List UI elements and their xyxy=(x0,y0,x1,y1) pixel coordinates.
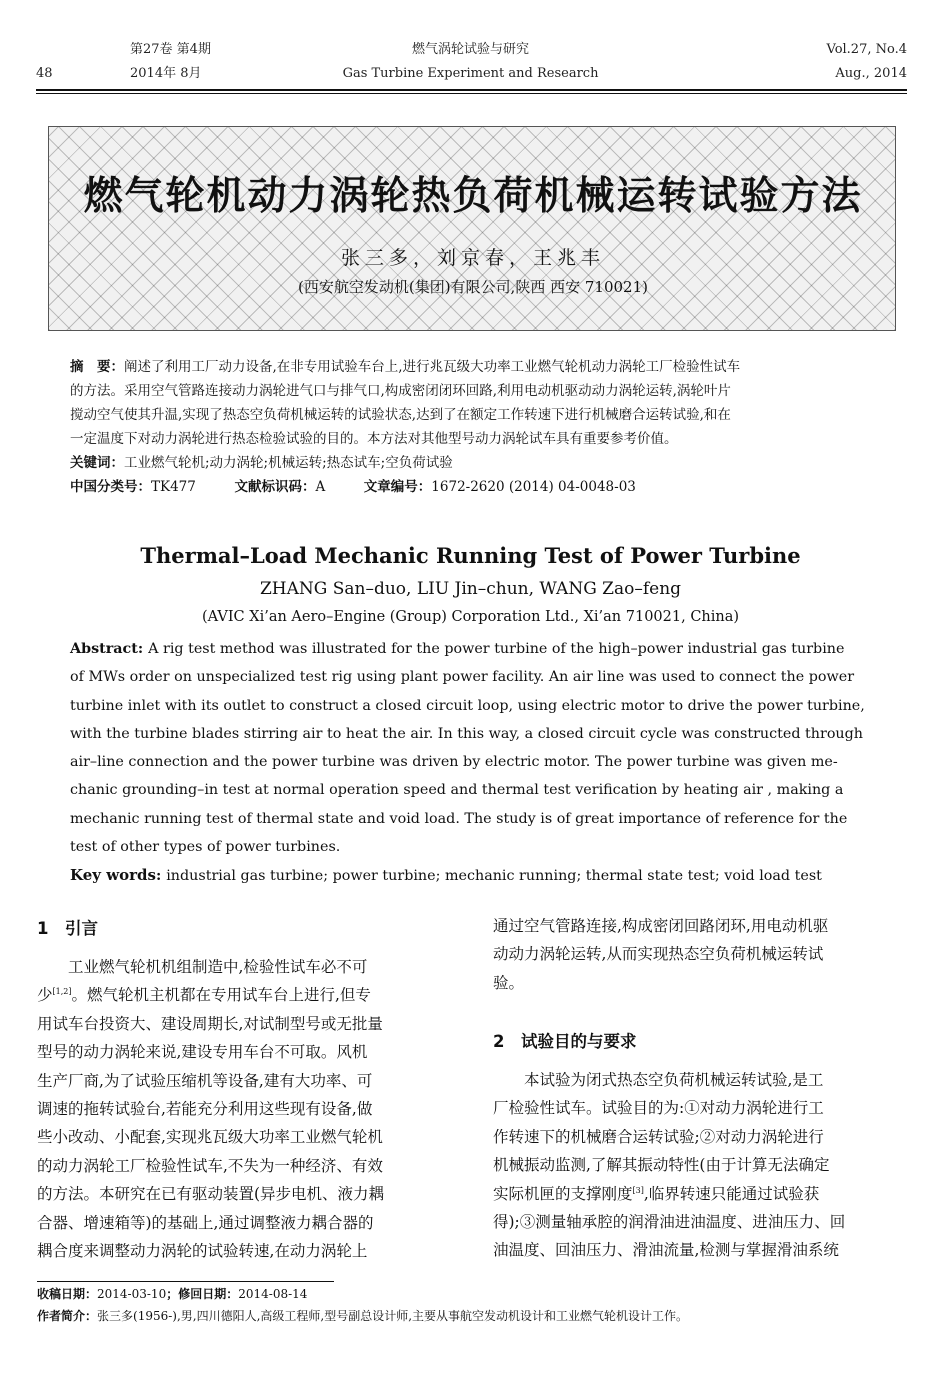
classification-line xyxy=(70,475,876,499)
body-line: 验。 xyxy=(493,973,525,992)
abstract-en-line: Abstract: A rig test method was illustrated for the power turbine of the high–power industrial gas turbine xyxy=(70,641,845,657)
paper-title-cn: 燃气轮机动力涡轮热负荷机械运转试验方法 xyxy=(83,174,863,219)
body-line: 实际机匣的支撑刚度[3],临界转速只能通过试验获 xyxy=(493,1184,820,1203)
body-line: 些小改动、小配套,实现兆瓦级大功率工业燃气轮机 xyxy=(37,1128,383,1147)
abstract-cn-line: 一定温度下对动力涡轮进行热态检验试验的目的。本方法对其他型号动力涡轮试车具有重要参考价值。 xyxy=(70,431,678,447)
abstract-en-line: of MWs order on unspecialized test rig using plant power facility. An air line was used to connect the power xyxy=(70,669,855,686)
body-line: 耦合度来调整动力涡轮的试验转速,在动力涡轮上 xyxy=(37,1242,368,1261)
body-line: 得);③测量轴承腔的润滑油进油温度、进油压力、回 xyxy=(493,1213,846,1232)
footnote-author xyxy=(37,1306,917,1326)
body-line: 油温度、回油压力、滑油流量,检测与掌握滑油系统 xyxy=(493,1241,839,1260)
header-date-cn: 2014年 8月 xyxy=(130,66,202,81)
citation-1-2: [1,2] xyxy=(52,987,72,997)
title-box xyxy=(48,126,896,331)
doc-code-value: A xyxy=(315,479,326,495)
header-journal-cn: 燃气涡轮试验与研究 xyxy=(411,42,529,57)
header-volume-issue: 第27卷 第4期 xyxy=(130,42,211,57)
section-2-body xyxy=(493,1066,908,1265)
abstract-en-line: turbine inlet with its outlet to construct a closed circuit loop, using electric motor to drive the power turbine, xyxy=(70,697,865,714)
article-no-value: 1672-2620 (2014) 04-0048-03 xyxy=(431,479,636,495)
body-line: 少[1,2]。燃气轮机主机都在专用试车台上进行,但专 xyxy=(37,986,371,1005)
keywords-en: Key words: industrial gas turbine; power turbine; mechanic running; thermal state test; void load test xyxy=(70,866,822,885)
author-bio-text: 张三多(1956-),男,四川德阳人,高级工程师,型号副总设计师,主要从事航空发动机设计和工业燃气轮机设计工作。 xyxy=(97,1309,689,1323)
body-line: 机械振动监测,了解其振动特性(由于计算无法确定 xyxy=(493,1156,830,1175)
received-label: 收稿日期： xyxy=(37,1287,98,1301)
revised-date: 2014-08-14 xyxy=(238,1287,308,1301)
doc-code-label: 文献标识码： xyxy=(234,479,316,495)
body-line: 厂检验性试车。试验目的为:①对动力涡轮进行工 xyxy=(493,1099,824,1118)
clc-value: TK477 xyxy=(151,479,196,495)
citation-3: [3] xyxy=(632,1185,644,1195)
keywords-en-label: Key words xyxy=(70,866,156,885)
header-rule-thin xyxy=(36,93,907,94)
footnote-rule xyxy=(37,1281,334,1282)
abstract-cn-line: 的方法。采用空气管路连接动力涡轮进气口与排气口,构成密闭闭环回路,利用电动机驱动动力涡轮运转,涡轮叶片 xyxy=(70,383,731,399)
body-line: 通过空气管路连接,构成密闭回路闭环,用电动机驱 xyxy=(493,917,829,935)
body-line: 动动力涡轮运转,从而实现热态空负荷机械运转试 xyxy=(493,945,824,964)
abstract-cn xyxy=(70,355,876,499)
body-line: 作转速下的机械磨合运转试验;②对动力涡轮进行 xyxy=(493,1127,824,1146)
header-volume-en: Vol.27, No.4 xyxy=(826,42,907,57)
abstract-cn-label: 摘 要： xyxy=(70,359,124,375)
footnote-received xyxy=(37,1284,307,1304)
page-number: 48 xyxy=(36,66,53,81)
authors-cn: 张三多，刘京春，王兆丰 xyxy=(340,247,605,269)
body-line: 的动力涡轮工厂检验性试车,不失为一种经济、有效 xyxy=(37,1156,383,1175)
abstract-en-line: test of other types of power turbines. xyxy=(70,839,341,856)
revised-label: ；修回日期： xyxy=(166,1287,239,1301)
abstract-en xyxy=(70,635,876,891)
abstract-cn-line: 搅动空气使其升温,实现了热态空负荷机械运转的试验状态,达到了在额定工作转速下进行机械磨合运转试验,和在 xyxy=(70,407,731,423)
abstract-en-line: air–line connection and the power turbine was driven by electric motor. The power turbine was given me- xyxy=(70,754,838,771)
body-line: 合器、增速箱等)的基础上,通过调整液力耦合器的 xyxy=(37,1213,374,1232)
body-line: 型号的动力涡轮来说,建设专用车台不可取。风机 xyxy=(37,1043,368,1062)
body-line: 用试车台投资大、建设周期长,对试制型号或无批量 xyxy=(37,1014,383,1033)
header-journal-en: Gas Turbine Experiment and Research xyxy=(342,66,599,81)
affiliation-cn: (西安航空发动机(集团)有限公司,陕西 西安 710021) xyxy=(298,278,648,296)
section-1-heading: 1 引言 xyxy=(37,919,98,938)
header-date-en: Aug., 2014 xyxy=(835,66,907,81)
abstract-en-line: with the turbine blades stirring air to heat the air. In this way, a closed circuit cycle was constructed through xyxy=(70,725,864,742)
abstract-en-line: mechanic running test of thermal state and void load. The study is of great importance of reference for the xyxy=(70,810,848,827)
clc-label: 中国分类号： xyxy=(70,479,151,495)
body-line: 本试验为闭式热态空负荷机械运转试验,是工 xyxy=(524,1071,824,1089)
section-1-body xyxy=(37,953,454,1265)
body-line: 的方法。本研究在已有驱动装置(异步电机、液力耦 xyxy=(37,1185,385,1204)
abstract-en-line: chanic grounding–in test at normal operation speed and thermal test verification by heating air , making a xyxy=(70,782,844,799)
paper-title-en: Thermal–Load Mechanic Running Test of Power Turbine xyxy=(140,543,801,568)
author-bio-label: 作者简介： xyxy=(37,1309,98,1323)
received-date: 2014-03-10 xyxy=(97,1287,167,1301)
abstract-cn-line: 摘 要：阐述了利用工厂动力设备,在非专用试验车台上,进行兆瓦级大功率工业燃气轮机动力涡轮工厂检验性试车 xyxy=(70,359,741,375)
affiliation-en: (AVIC Xi’an Aero–Engine (Group) Corporation Ltd., Xi’an 710021, China) xyxy=(201,609,740,625)
section-1-continuation xyxy=(493,912,908,997)
body-line: 调速的拖转试验台,若能充分利用这些现有设备,做 xyxy=(37,1100,373,1119)
keywords-cn: 关键词：工业燃气轮机;动力涡轮;机械运转;热态试车;空负荷试验 xyxy=(70,455,453,471)
body-line: 工业燃气轮机机组制造中,检验性试车必不可 xyxy=(68,958,368,976)
section-2-heading: 2 试验目的与要求 xyxy=(493,1032,637,1051)
body-line: 生产厂商,为了试验压缩机等设备,建有大功率、可 xyxy=(37,1071,373,1090)
abstract-en-label: Abstract xyxy=(70,641,138,657)
keywords-cn-label: 关键词： xyxy=(70,455,124,471)
header-rule-thick xyxy=(36,89,907,91)
authors-en: ZHANG San–duo, LIU Jin–chun, WANG Zao–feng xyxy=(259,579,682,599)
article-no-label: 文章编号： xyxy=(363,479,432,495)
